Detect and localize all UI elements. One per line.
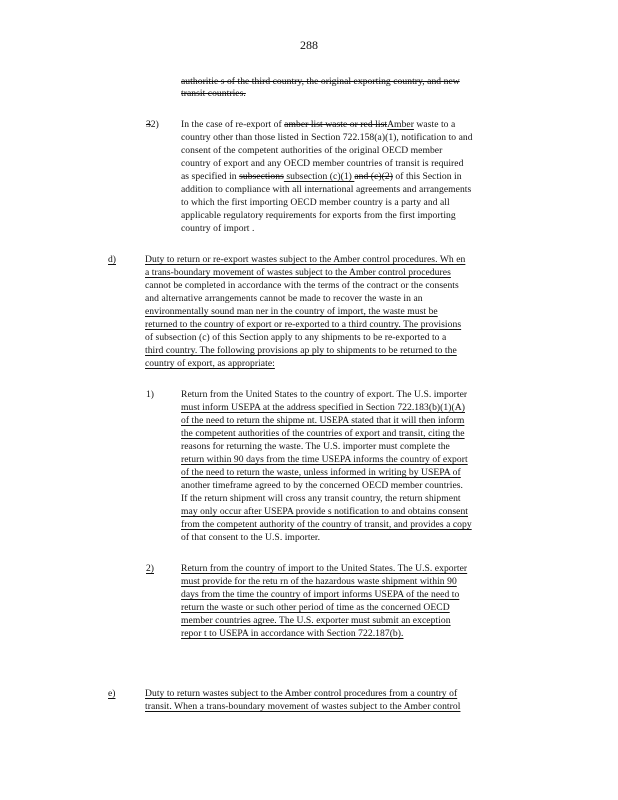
item-d-line: of subsection (c) of this Section apply to any shipments to be re-exported to a: [145, 332, 447, 343]
new-label: 2): [150, 119, 159, 130]
item-d-line: Duty to return or re-export wastes subject to the Amber control procedures. Wh en: [145, 254, 466, 265]
item-d1-line: of that consent to the U.S. importer.: [181, 532, 321, 543]
deleted-label: 3: [146, 119, 151, 130]
item-d1-line: the competent authorities of the countries of export and transit, citing the: [181, 428, 465, 439]
item-d-line: returned to the country of export or re-exported to a third country. The provisions: [145, 319, 462, 330]
page-number: 288: [300, 38, 318, 52]
item-label: e): [108, 688, 116, 699]
item-d1-line: If the return shipment will cross any transit country, the return shipment: [181, 493, 461, 504]
item-c3-line: country of import .: [181, 223, 255, 234]
item-d2-line: Return from the country of import to the United States. The U.S. exporter: [181, 563, 468, 574]
item-c3-line: addition to compliance with all international agreements and arrangements: [181, 184, 472, 195]
item-d2-line: days from the time the country of import informs USEPA of the need to: [181, 589, 460, 600]
item-c3-line: to which the first importing OECD member country is a party and all: [181, 197, 450, 208]
item-label: 1): [146, 389, 154, 400]
item-c3-line: consent of the competent authorities of the original OECD member: [181, 145, 443, 156]
text-run: of this Section in: [392, 171, 462, 182]
item-d2-line: repor t to USEPA in accordance with Section 722.187(b).: [181, 628, 404, 639]
struck-text-line: transit countries.: [181, 88, 246, 99]
item-d2-line: must provide for the retu rn of the hazardous waste shipment within 90: [181, 576, 457, 587]
item-label: 2): [146, 563, 154, 574]
item-d1-line: return within 90 days from the time USEPA informs the country of export: [181, 454, 468, 465]
item-d-line: environmentally sound man ner in the country of import, the waste must be: [145, 306, 438, 317]
item-d-line: third country. The following provisions ap ply to shipments to be returned to the: [145, 345, 457, 356]
deleted-text: subsections: [239, 171, 284, 182]
item-d1-line: must inform USEPA at the address specified in Section 722.183(b)(1)(A): [181, 402, 465, 413]
item-d-line: cannot be completed in accordance with the terms of the contract or the consents: [145, 280, 459, 291]
item-label: [146, 119, 159, 130]
item-label: d): [108, 254, 116, 265]
item-d-line: country of export, as appropriate:: [145, 358, 275, 369]
item-d1-line: of the need to return the shipme nt. USEPA stated that it will then inform: [181, 415, 465, 426]
item-d1-line: another timeframe agreed to by the concerned OECD member countries.: [181, 480, 463, 491]
item-d-line: and alternative arrangements cannot be made to recover the waste in an: [145, 293, 423, 304]
item-c3-line-1: [181, 119, 455, 130]
item-d2-line: member countries agree. The U.S. exporter must submit an exception: [181, 615, 451, 626]
text-run: as specified in: [181, 171, 240, 182]
item-c3-line: applicable regulatory requirements for exports from the first importing: [181, 210, 456, 221]
inserted-text: subsection (c)(1): [283, 171, 355, 182]
item-c3-line: country other than those listed in Section 722.158(a)(1), notification to and: [181, 132, 473, 143]
item-d2-line: return the waste or such other period of time as the concerned OECD: [181, 602, 450, 613]
item-e-line: transit. When a trans-boundary movement of wastes subject to the Amber control: [145, 701, 461, 712]
text-run: In the case of re-export of: [181, 119, 285, 130]
item-d1-line: reasons for returning the waste. The U.S. importer must complete the: [181, 441, 450, 452]
item-c3-line-5: [181, 171, 462, 182]
item-d-line: a trans-boundary movement of wastes subject to the Amber control procedures: [145, 267, 451, 278]
inserted-text: Amber: [387, 119, 414, 130]
text-run: waste to a: [413, 119, 456, 130]
item-d1-line: from the competent authority of the country of transit, and provides a copy: [181, 519, 472, 530]
item-d1-line: of the need to return the waste, unless informed in writing by USEPA of: [181, 467, 461, 478]
item-c3-line: country of export and any OECD member countries of transit is required: [181, 158, 464, 169]
item-d1-line: Return from the United States to the country of export. The U.S. importer: [181, 389, 468, 400]
deleted-text: and (c)(2): [354, 171, 393, 182]
item-e-line: Duty to return wastes subject to the Amber control procedures from a country of: [145, 688, 458, 699]
item-d1-line: may only occur after USEPA provide s notification to and obtains consent: [181, 506, 469, 517]
deleted-text: amber list waste or red list: [284, 119, 388, 130]
struck-text-line: authoritie s of the third country, the original exporting country, and new: [181, 76, 460, 87]
